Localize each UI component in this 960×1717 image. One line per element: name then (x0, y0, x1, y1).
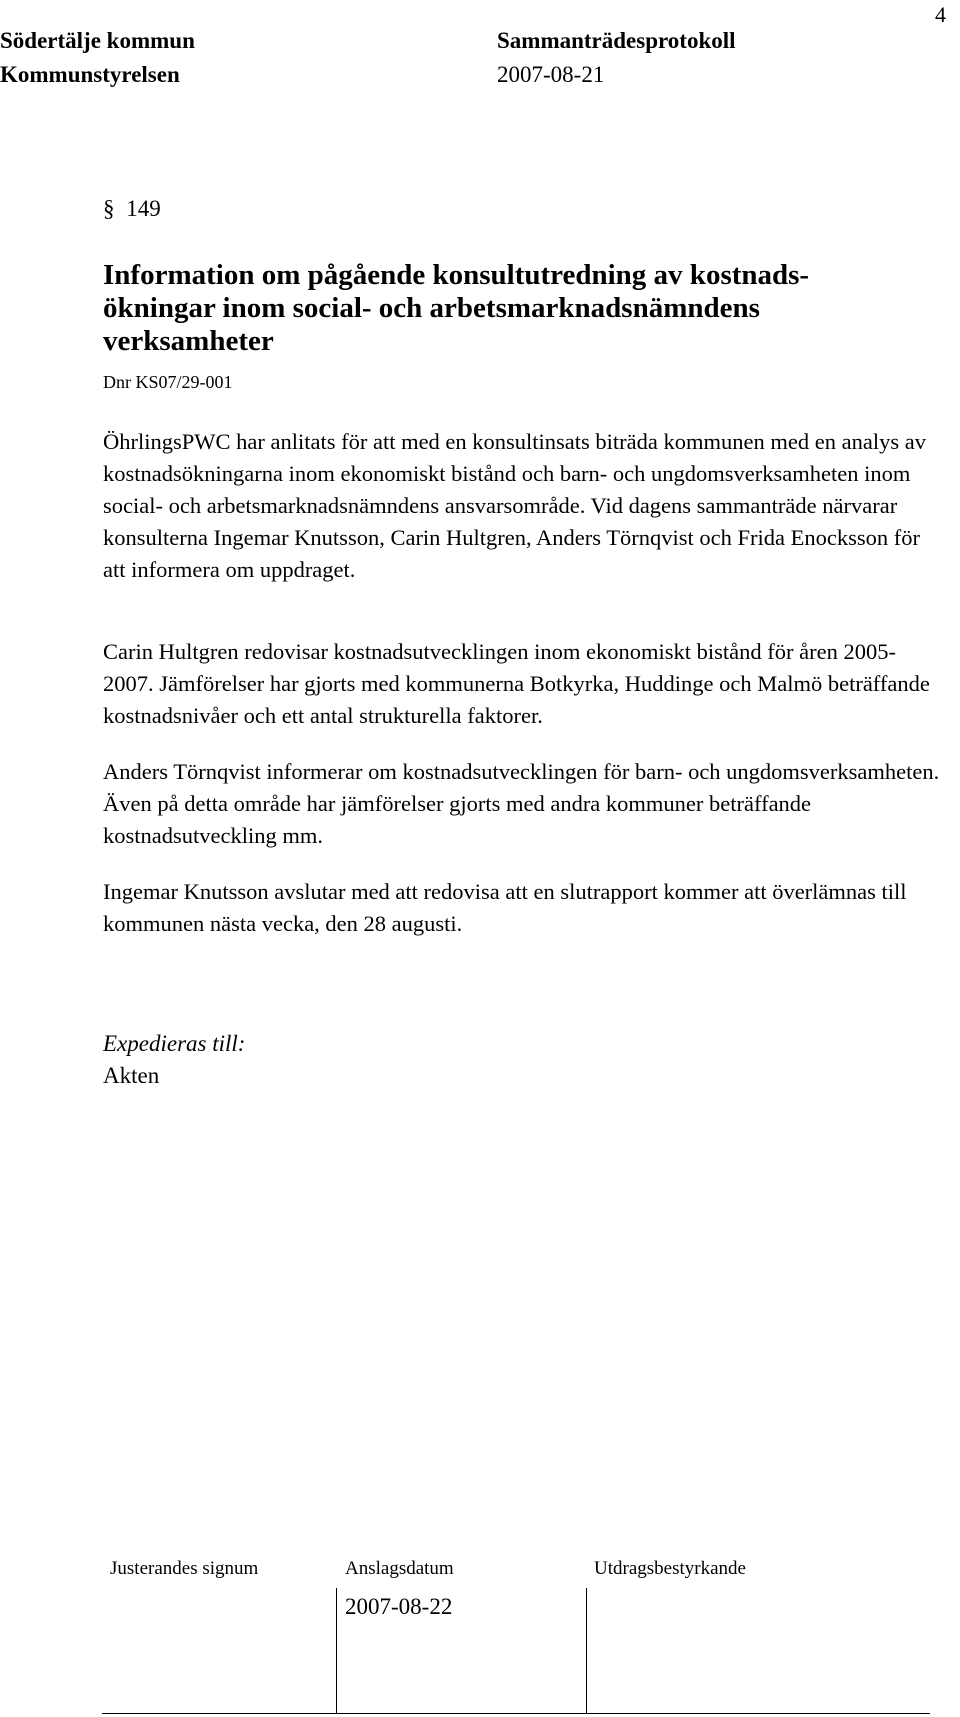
expedieras-value: Akten (103, 1063, 160, 1088)
section-number-value: 149 (126, 196, 161, 221)
diary-number: Dnr KS07/29-001 (103, 372, 233, 392)
anslagsdatum-label: Anslagsdatum (345, 1558, 454, 1579)
footer-baseline (102, 1713, 930, 1714)
anslagsdatum-value: 2007-08-22 (345, 1594, 453, 1619)
footer-divider-right (586, 1588, 587, 1713)
footer-divider-left (336, 1588, 337, 1713)
paragraph-2: Carin Hultgren redovisar kostnadsutvecklingen inom ekonomiskt bistånd för åren 2005-2007. Jämförelser har gjorts med kommunerna Botkyrka, Huddinge och Malmö beträffande kostnadsnivåer och ett antal strukturella faktorer. (103, 639, 930, 728)
utdragsbestyrkande-label: Utdragsbestyrkande (594, 1558, 746, 1579)
section-title-line-2: ökningar inom social- och arbetsmarknadsnämndens (103, 292, 760, 324)
paragraph-symbol: § (103, 196, 115, 221)
section-number (103, 196, 161, 222)
expedieras-label: Expedieras till: (103, 1031, 246, 1056)
section-title-line-3: verksamheter (103, 325, 274, 357)
page-number: 4 (935, 2, 946, 27)
meeting-date: 2007-08-21 (497, 62, 605, 87)
paragraph-3: Anders Törnqvist informerar om kostnadsutvecklingen för barn- och ungdomsverksamheten. Även på detta område har jämförelser gjorts med andra kommuner beträffande kostnadsutveckling mm. (103, 759, 940, 848)
document-type: Sammanträdesprotokoll (497, 28, 736, 53)
justerandes-signum-label: Justerandes signum (110, 1558, 259, 1579)
section-title-line-1: Information om pågående konsultutredning av kostnads- (103, 259, 810, 291)
paragraph-4: Ingemar Knutsson avslutar med att redovisa att en slutrapport kommer att överlämnas till kommunen nästa vecka, den 28 augusti. (103, 879, 907, 936)
paragraph-1: ÖhrlingsPWC har anlitats för att med en konsultinsats biträda kommunen med en analys av kostnadsökningarna inom ekonomiskt bistånd och barn- och ungdomsverksamheten inom social- och arbetsmarknadsnämndens ansvarsområde. Vid dagens sammanträde närvarar konsulterna Ingemar Knutsson, Carin Hultgren, Anders Törnqvist och Frida Enocksson för att informera om uppdraget. (103, 429, 926, 582)
section-title (103, 259, 863, 358)
municipality-name: Södertälje kommun (0, 28, 195, 53)
board-name: Kommunstyrelsen (0, 62, 180, 87)
